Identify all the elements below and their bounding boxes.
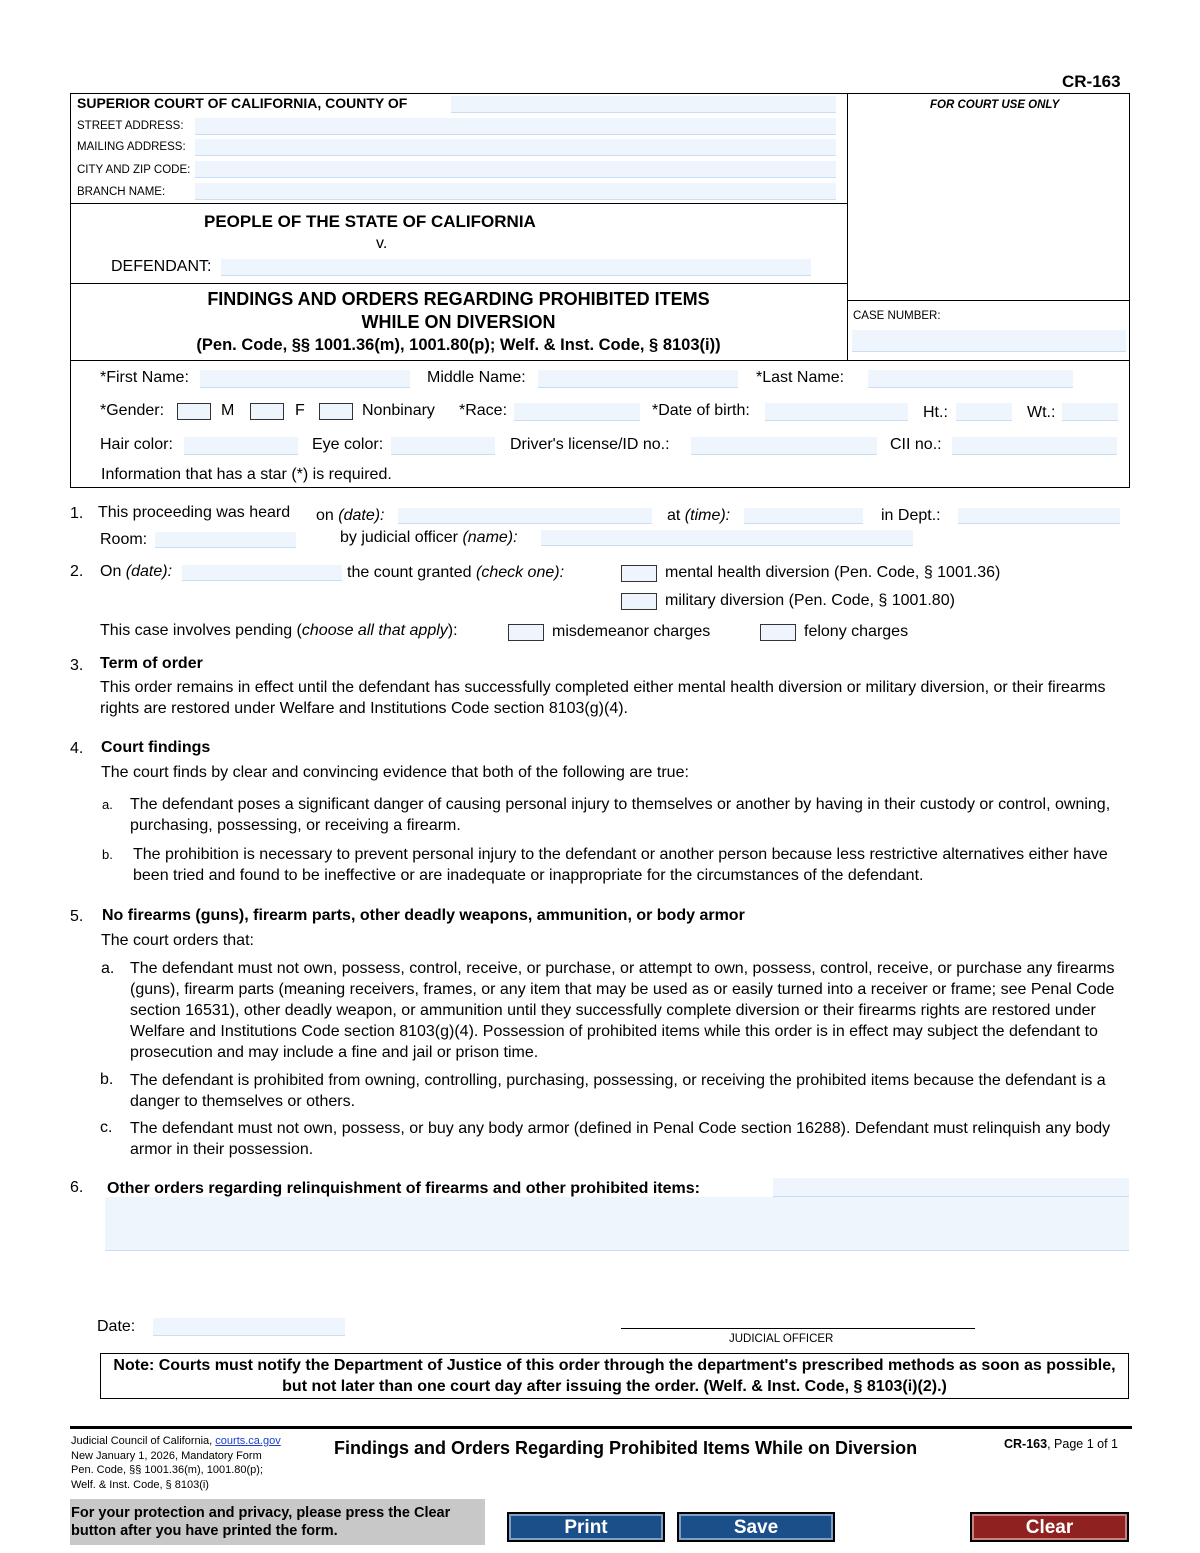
first-name-label: *First Name:	[100, 369, 189, 386]
military-diversion-label: military diversion (Pen. Code, § 1001.80)	[665, 592, 955, 609]
race-field[interactable]	[514, 403, 640, 421]
dept-field[interactable]	[958, 508, 1120, 524]
item-1-number: 1.	[70, 505, 84, 522]
last-name-field[interactable]	[868, 370, 1073, 388]
felony-checkbox[interactable]	[760, 624, 796, 641]
race-label: *Race:	[459, 402, 508, 419]
footer-line3: Pen. Code, §§ 1001.36(m), 1001.80(p);	[71, 1464, 264, 1476]
item-4b-label: b.	[102, 847, 113, 862]
item-3-text: This order remains in effect until the defendant has successfully completed either mental health diversion or military diversion, or their firearms rights are restored under Welfare and Institutions Code section 8103(g)(4).	[100, 679, 1106, 717]
item-4-intro: The court finds by clear and convincing evidence that both of the following are true:	[101, 764, 689, 781]
item-4-number: 4.	[70, 740, 84, 757]
room-label: Room:	[100, 531, 148, 548]
people-label: PEOPLE OF THE STATE OF CALIFORNIA	[204, 212, 536, 231]
footer-citation: Judicial Council of California, courts.ca.gov New January 1, 2026, Mandatory Form Pen. Code, §§ 1001.36(m), 1001.80(p); Welf. & Inst. Code, § 8103(i)	[71, 1435, 281, 1491]
save-button[interactable]: Save	[677, 1512, 835, 1542]
middle-name-label: Middle Name:	[427, 369, 526, 386]
gender-nonbinary-label: Nonbinary	[362, 402, 435, 419]
dob-label: *Date of birth:	[652, 402, 750, 419]
height-field[interactable]	[956, 403, 1012, 421]
cii-field[interactable]	[952, 437, 1117, 455]
gender-m-checkbox[interactable]	[177, 403, 211, 420]
license-label: Driver's license/ID no.:	[510, 436, 670, 453]
court-use-only: FOR COURT USE ONLY	[930, 99, 1060, 111]
clear-button[interactable]: Clear	[970, 1512, 1129, 1542]
item-5a-text: The defendant must not own, possess, control, receive, or purchase, or attempt to own, possess, control, receive, or purchase any firearms (guns), firearm parts (meaning receivers, frames, or any item that may be used as or easily turned into a receiver or frame; see Penal Code section 16531), other deadly weapon, or ammunition until they successfully complete diversion or their firearms rights are restored under Welfare and Institutions Code section 8103(g)(4). Possession of prohibited items while this order is in effect may subject the defendant to prosecution and may include a fine and jail or prison time.	[130, 960, 1115, 1061]
signature-date-field[interactable]	[153, 1318, 345, 1336]
courts-link[interactable]: courts.ca.gov	[215, 1435, 281, 1447]
item-6-heading: Other orders regarding relinquishment of firearms and other prohibited items:	[107, 1180, 700, 1197]
divider	[847, 93, 848, 361]
mailing-address-label: MAILING ADDRESS:	[77, 141, 186, 153]
misdemeanor-checkbox[interactable]	[508, 624, 544, 641]
other-orders-field-line1[interactable]	[773, 1178, 1129, 1197]
eye-color-label: Eye color:	[312, 436, 384, 453]
item-4a-text: The defendant poses a significant danger of causing personal injury to themselves or another by having in their custody or control, owning, purchasing, possessing, or receiving a firearm.	[130, 796, 1111, 834]
footer-rule	[70, 1426, 1132, 1429]
room-field[interactable]	[155, 532, 296, 548]
item-1-officer-label: by judicial officer (name):	[340, 529, 518, 546]
pending-label: This case involves pending (choose all that apply):	[100, 622, 458, 639]
case-number-field[interactable]	[852, 330, 1126, 352]
divider	[70, 283, 847, 284]
item-1-heard: This proceeding was heard	[98, 504, 291, 521]
mental-health-diversion-label: mental health diversion (Pen. Code, § 1001.36)	[665, 564, 1001, 581]
date-label: Date:	[97, 1318, 136, 1335]
last-name-label: *Last Name:	[756, 369, 845, 386]
dept-label: in Dept.:	[881, 507, 941, 524]
footer-line2: New January 1, 2026, Mandatory Form	[71, 1449, 262, 1462]
hair-color-field[interactable]	[184, 437, 298, 455]
item-5a-label: a.	[101, 960, 115, 977]
weight-label: Wt.:	[1027, 404, 1056, 421]
item-5-heading: No firearms (guns), firearm parts, other deadly weapons, ammunition, or body armor	[102, 907, 745, 924]
footer-page: CR-163, Page 1 of 1	[1004, 1437, 1118, 1451]
mental-health-diversion-checkbox[interactable]	[621, 565, 657, 582]
weight-field[interactable]	[1062, 403, 1118, 421]
item-6-number: 6.	[70, 1179, 84, 1196]
form-title-line3: (Pen. Code, §§ 1001.36(m), 1001.80(p); Welf. & Inst. Code, § 8103(i))	[196, 336, 721, 354]
item-2-number: 2.	[70, 563, 84, 580]
divider	[70, 360, 1130, 361]
county-field[interactable]	[451, 96, 836, 113]
street-address-field[interactable]	[195, 118, 836, 135]
footer-line4: Welf. & Inst. Code, § 8103(i)	[71, 1478, 209, 1491]
license-field[interactable]	[691, 437, 877, 455]
print-button[interactable]: Print	[507, 1512, 665, 1542]
judicial-officer-name-field[interactable]	[541, 530, 913, 546]
eye-color-field[interactable]	[391, 437, 495, 455]
item-4b-text: The prohibition is necessary to prevent personal injury to the defendant or another person because less restrictive alternatives either have been tried and found to be ineffective or are inadequate or inappropriate for the circumstances of the defendant.	[133, 846, 1108, 884]
height-label: Ht.:	[923, 404, 948, 421]
item-5-intro: The court orders that:	[101, 932, 254, 949]
item-3-heading: Term of order	[100, 655, 203, 672]
gender-nonbinary-checkbox[interactable]	[319, 403, 353, 420]
military-diversion-checkbox[interactable]	[621, 593, 657, 610]
defendant-field[interactable]	[221, 259, 811, 276]
dob-field[interactable]	[765, 403, 908, 421]
felony-label: felony charges	[804, 623, 909, 640]
item-1-on-label: on (date):	[316, 507, 385, 524]
item-5b-label: b.	[100, 1071, 114, 1088]
gender-f-checkbox[interactable]	[250, 403, 284, 420]
item-2-on-label: On (date):	[100, 563, 173, 580]
form-number: CR-163	[1062, 72, 1121, 91]
diversion-date-field[interactable]	[182, 565, 342, 581]
defendant-label: DEFENDANT:	[111, 258, 212, 275]
gender-f-label: F	[295, 402, 305, 419]
other-orders-field[interactable]	[105, 1197, 1129, 1251]
item-3-number: 3.	[70, 657, 84, 674]
first-name-field[interactable]	[200, 370, 410, 388]
mailing-address-field[interactable]	[195, 139, 836, 156]
item-2-granted-label: the count granted (check one):	[347, 564, 565, 581]
hearing-time-field[interactable]	[744, 508, 863, 524]
branch-name-label: BRANCH NAME:	[77, 186, 166, 198]
item-4a-label: a.	[102, 797, 113, 812]
footer-title: Findings and Orders Regarding Prohibited Items While on Diversion	[334, 1438, 918, 1458]
misdemeanor-label: misdemeanor charges	[552, 623, 711, 640]
doj-notice: Note: Courts must notify the Department of Justice of this order through the department's prescribed methods as soon as possible, but not later than one court day after issuing the order. (Welf. & Inst. Code, § 8103(i)(2).)	[100, 1353, 1129, 1399]
form-title-line1: FINDINGS AND ORDERS REGARDING PROHIBITED ITEMS	[207, 289, 710, 309]
signature-line	[621, 1328, 975, 1329]
item-4-heading: Court findings	[101, 739, 211, 756]
case-number-label: CASE NUMBER:	[853, 310, 941, 322]
court-label: SUPERIOR COURT OF CALIFORNIA, COUNTY OF	[77, 95, 408, 111]
item-5c-text: The defendant must not own, possess, or buy any body armor (defined in Penal Code section 16288). Defendant must relinquish any body armor in their possession.	[130, 1120, 1111, 1158]
cii-label: CII no.:	[890, 436, 942, 453]
street-address-label: STREET ADDRESS:	[77, 120, 184, 132]
divider	[70, 203, 847, 204]
privacy-notice: For your protection and privacy, please press the Clear button after you have printed the form.	[70, 1499, 485, 1545]
required-note: Information that has a star (*) is required.	[101, 466, 392, 483]
form-title-line2: WHILE ON DIVERSION	[361, 312, 556, 332]
item-1-at-label: at (time):	[667, 507, 731, 524]
divider	[847, 300, 1130, 301]
branch-name-field[interactable]	[195, 183, 836, 200]
judicial-officer-label: JUDICIAL OFFICER	[729, 1333, 834, 1345]
versus-label: v.	[376, 235, 388, 252]
item-5c-label: c.	[100, 1119, 113, 1136]
city-zip-label: CITY AND ZIP CODE:	[77, 164, 191, 176]
city-zip-field[interactable]	[195, 161, 836, 178]
middle-name-field[interactable]	[538, 370, 738, 388]
hearing-date-field[interactable]	[398, 508, 652, 524]
item-5b-text: The defendant is prohibited from owning, controlling, purchasing, possessing, or receiving the prohibited items because the defendant is a danger to themselves or others.	[130, 1072, 1106, 1110]
item-5-number: 5.	[70, 908, 84, 925]
hair-color-label: Hair color:	[100, 436, 173, 453]
gender-m-label: M	[221, 402, 235, 419]
gender-label: *Gender:	[100, 402, 165, 419]
